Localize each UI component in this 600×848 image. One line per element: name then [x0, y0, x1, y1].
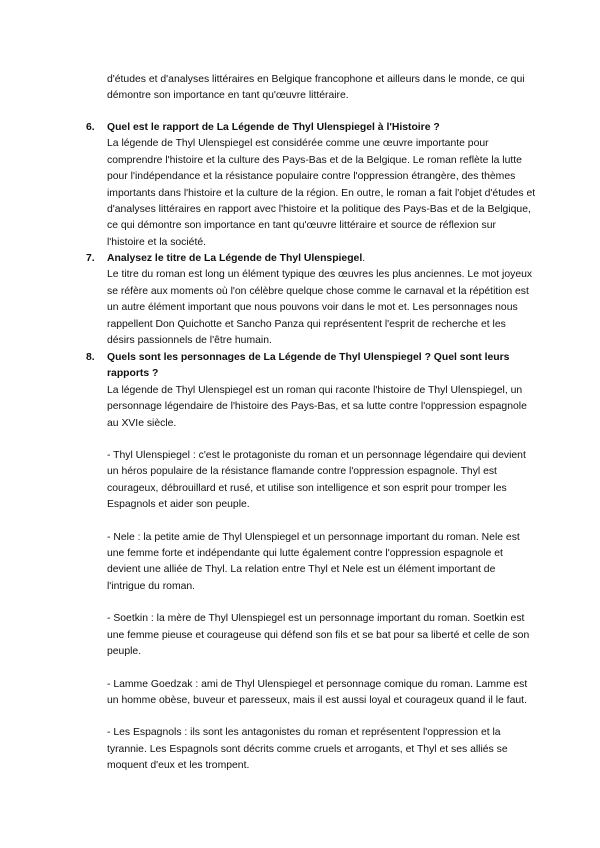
answer-paragraph-intro: La légende de Thyl Ulenspiegel est un roman qui raconte l'histoire de Thyl Ulenspiegel, un personnage légendaire de l'histoire des Pays-Bas, et sa lutte contre l'oppression espagnole au XVIe siècle. [107, 384, 527, 429]
question-7 [86, 251, 536, 349]
question-title [107, 251, 536, 267]
question-heading [86, 251, 536, 267]
question-title [107, 350, 536, 383]
question-title-suffix: . [362, 253, 366, 264]
question-number: 8. [86, 352, 95, 363]
question-heading [86, 120, 536, 136]
question-title [107, 120, 536, 136]
question-number: 7. [86, 253, 95, 264]
question-8 [86, 350, 536, 775]
intro-text: d'études et d'analyses littéraires en Belgique francophone et ailleurs dans le monde, ce qui démontre son importance en tant qu'œuvre littéraire. [107, 74, 525, 102]
character-lamme: - Lamme Goedzak : ami de Thyl Ulenspiegel et personnage comique du roman. Lamme est un homme obèse, buveur et paresseux, mais il est aussi loyal et courageux quand il le faut. [107, 678, 528, 706]
question-heading [86, 350, 536, 383]
question-title-text: Quel est le rapport de La Légende de Thyl Ulenspiegel à l'Histoire ? [107, 122, 440, 133]
question-title-text: Quels sont les personnages de La Légende de Thyl Ulenspiegel ? Quel sont leurs rapports ? [107, 352, 510, 380]
character-thyl: - Thyl Ulenspiegel : c'est le protagoniste du roman et un personnage légendaire qui devient un héros populaire de la résistance flamande contre l'oppression espagnole. Thyl est courageux, débrouillard et rusé, et utilise son intelligence et son esprit pour tromper les Espagnols et aider son peuple. [107, 450, 526, 511]
answer-body [107, 383, 536, 775]
question-title-text: Analysez le titre de La Légende de Thyl Ulenspiegel [107, 253, 363, 264]
character-soetkin: - Soetkin : la mère de Thyl Ulenspiegel est un personnage important du roman. Soetkin est une femme pieuse et courageuse qui défend son fils et se bat pour sa liberté et celle de son peuple. [107, 613, 530, 658]
question-6 [86, 120, 536, 251]
answer-body [107, 267, 536, 349]
intro-paragraph [107, 72, 532, 105]
character-nele: - Nele : la petite amie de Thyl Ulenspiegel et un personnage important du roman. Nele est une femme forte et indépendante qui lutte également contre l'oppression espagnole et devient une alliée de Thyl. La relation entre Thyl et Nele est un élément important de l'intrigue du roman. [107, 531, 520, 592]
answer-body [107, 136, 536, 251]
question-number: 6. [86, 122, 95, 133]
answer-paragraph: Le titre du roman est long un élément typique des œuvres les plus anciennes. Le mot joyeux se réfère aux moments où l'on célèbre quelque chose comme le carnaval et la répétition est un autre élément important que nous pouvons voir dans le mot et. Les personnages nous rappellent Don Quichotte et Sancho Panza qui représentent l'esprit de recherche et les désirs passionnels de l'être humain. [107, 269, 533, 347]
character-espagnols: - Les Espagnols : ils sont les antagonistes du roman et représentent l'oppression et la tyrannie. Les Espagnols sont décrits comme cruels et arrogants, et Thyl et ses alliés se moquent d'eux et les trompent. [107, 727, 508, 772]
answer-paragraph: La légende de Thyl Ulenspiegel est considérée comme une œuvre importante pour comprendre l'histoire et la culture des Pays-Bas et de la Belgique. Le roman reflète la lutte pour l'indépendance et la résistance populaire contre l'oppression étrangère, des thèmes importants dans l'histoire et la culture de la région. En outre, le roman a fait l'objet d'études et d'analyses littéraires en rapport avec l'histoire et la politique des Pays-Bas et de la Belgique, ce qui démontre son importance en tant qu'œuvre littéraire et source de réflexion sur l'histoire et la société. [107, 138, 536, 248]
